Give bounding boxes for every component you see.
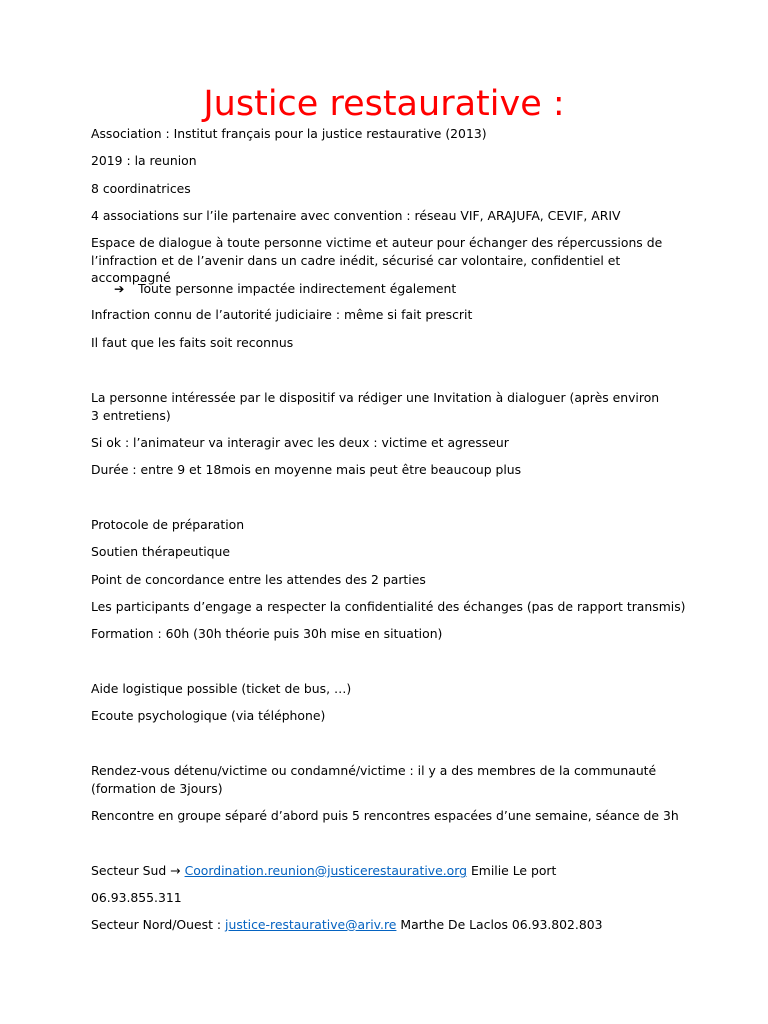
paragraph-facts: Il faut que les faits soit reconnus xyxy=(91,335,294,350)
paragraph-psychology: Ecoute psychologique (via téléphone) xyxy=(91,708,326,723)
paragraph-invitation: La personne intéressée par le dispositif va rédiger une Invitation à dialoguer (après environ 3 entretiens) xyxy=(91,390,660,423)
paragraph-facilitator: Si ok : l’animateur va interagir avec les deux : victime et agresseur xyxy=(91,435,509,450)
paragraph-coordinators: 8 coordinatrices xyxy=(91,181,191,196)
contact-nord-label: Secteur Nord/Ouest : xyxy=(91,917,222,932)
paragraph-dialogue-space: Espace de dialogue à toute personne victime et auteur pour échanger des répercussions de l’infraction et de l’avenir dans un cadre inédit, sécurisé car volontaire, confidentiel et accompagné xyxy=(91,235,663,285)
paragraph-confidentiality: Les participants d’engage a respecter la confidentialité des échanges (pas de rapport transmis) xyxy=(91,599,686,614)
contact-sud-phone: 06.93.855.311 xyxy=(91,890,182,905)
arrow-right-icon: → xyxy=(170,863,181,878)
bullet-item-text: Toute personne impactée indirectement également xyxy=(138,281,457,296)
paragraph-duration: Durée : entre 9 et 18mois en moyenne mais peut être beaucoup plus xyxy=(91,462,522,477)
paragraph-infraction: Infraction connu de l’autorité judiciaire : même si fait prescrit xyxy=(91,307,473,322)
bullet-item xyxy=(114,280,456,298)
paragraph-group-meetings: Rencontre en groupe séparé d’abord puis 5 rencontres espacées d’une semaine, séance de 3h xyxy=(91,808,679,823)
contact-nord-email-link[interactable]: justice-restaurative@ariv.re xyxy=(225,917,397,932)
paragraph-year: 2019 : la reunion xyxy=(91,153,197,168)
paragraph-training: Formation : 60h (30h théorie puis 30h mise en situation) xyxy=(91,626,443,641)
paragraph-associations: 4 associations sur l’ile partenaire avec convention : réseau VIF, ARAJUFA, CEVIF, ARIV xyxy=(91,208,621,223)
contact-sud xyxy=(91,862,691,880)
paragraph-support: Soutien thérapeutique xyxy=(91,544,231,559)
contact-sud-name: Emilie Le port xyxy=(470,863,557,878)
contact-sud-label: Secteur Sud xyxy=(91,863,167,878)
contact-nord-details: Marthe De Laclos 06.93.802.803 xyxy=(400,917,603,932)
document-title: Justice restaurative : xyxy=(203,84,565,124)
arrow-bullet-icon: ➔ xyxy=(114,281,125,296)
paragraph-association: Association : Institut français pour la justice restaurative (2013) xyxy=(91,126,487,141)
paragraph-protocol: Protocole de préparation xyxy=(91,517,245,532)
paragraph-logistics: Aide logistique possible (ticket de bus, …) xyxy=(91,681,352,696)
paragraph-meetings: Rendez-vous détenu/victime ou condamné/victime : il y a des membres de la communauté (formation de 3jours) xyxy=(91,763,657,796)
paragraph-concordance: Point de concordance entre les attendes des 2 parties xyxy=(91,572,426,587)
contact-nord xyxy=(91,916,691,934)
contact-sud-email-link[interactable]: Coordination.reunion@justicerestaurative.org xyxy=(184,863,467,878)
